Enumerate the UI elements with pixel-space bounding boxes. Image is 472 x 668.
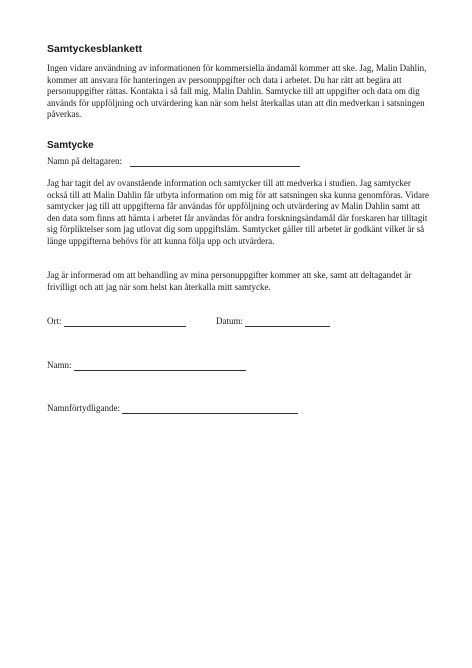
place-label: Ort: [47,316,62,326]
date-line[interactable] [245,317,330,327]
consent-heading: Samtycke [47,140,94,151]
signature-name-field[interactable] [47,360,246,371]
intro-paragraph: Ingen vidare användning av informationen för kommersiella ändamål kommer att ske. Jag, Malin Dahlin, kommer att ansvara för hanteringen av personuppgifter och data i arbetet. Du har rätt att begära att personuppgifter rättas. Kontakta i så fall mig, Malin Dahlin. Samtycke till att uppgifter och data om dig används för uppföljning och utvärdering kan när som helst återkallas utan att din medverkan i satsningen påverkas. [47,63,427,120]
document-title: Samtyckesblankett [47,43,143,55]
place-field[interactable] [47,316,186,327]
participant-name-field[interactable] [47,156,300,167]
date-field[interactable] [216,316,330,327]
participant-name-label: Namn på deltagaren: [47,156,122,166]
participant-name-line[interactable] [130,157,300,167]
voluntary-paragraph: Jag är informerad om att behandling av mina personuppgifter kommer att ske, samt att deltagandet är frivilligt och att jag när som helst kan återkalla mitt samtycke. [47,270,412,292]
name-clarification-line[interactable] [122,404,298,414]
consent-paragraph: Jag har tagit del av ovanstående information och samtycker till att medverka i studien. Jag samtycker också till att Malin Dahlin får utbyta information om mig för att satsningen ska kunna genomföras. Vidare samtycker jag till att uppgifterna får användas för uppföljning och utvärdering av Malin Dahlin samt att den data som finns att hämta i arbetet får användas för andra forskningsändamål där forskaren har tilltagit sig förpliktelser som jag utlovat dig som uppgiftsläm. Samtycket gäller till arbetet är godkänt vilket är så länge uppgifterna behövs för att kunna följa upp och utvärdera. [47,178,429,246]
signature-name-label: Namn: [47,360,72,370]
name-clarification-field[interactable] [47,403,298,414]
name-clarification-label: Namnförtydligande: [47,403,120,413]
date-label: Datum: [216,316,243,326]
signature-name-line[interactable] [74,361,246,371]
place-line[interactable] [64,317,186,327]
